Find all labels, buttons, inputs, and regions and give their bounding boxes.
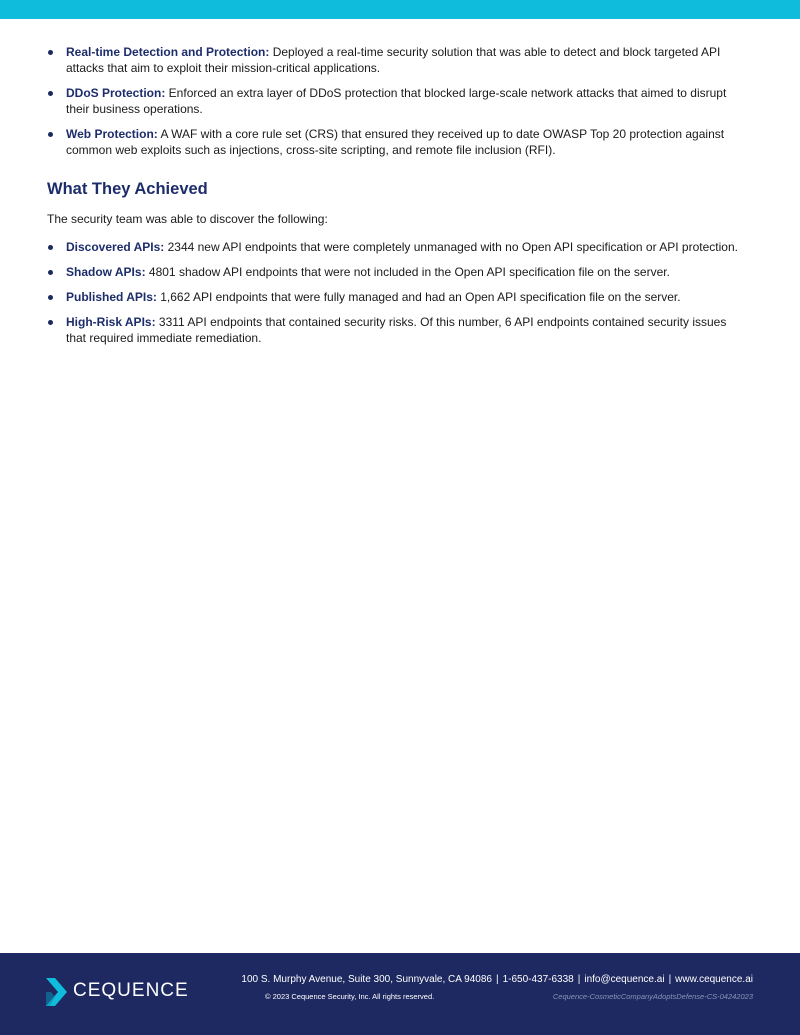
list-item-text: Deployed a real-time security solution that was able to detect and block targeted API attacks that aim to exploit their mission-critical applications.: [66, 45, 721, 75]
footer-separator: |: [668, 974, 672, 985]
section-heading: What They Achieved: [47, 180, 208, 198]
top-accent-bar: [0, 0, 800, 19]
list-item: [47, 44, 747, 76]
list-item-term: High-Risk APIs:: [66, 315, 156, 329]
list-item-text: Enforced an extra layer of DDoS protection that blocked large-scale network attacks that aimed to disrupt their business operations.: [66, 86, 727, 116]
list-item-text: 2344 new API endpoints that were completely unmanaged with no Open API specification or API protection.: [164, 240, 738, 254]
list-item-text: 3311 API endpoints that contained security risks. Of this number, 6 API endpoints contained security issues that required immediate remediation.: [66, 315, 727, 345]
list-item-text: 1,662 API endpoints that were fully managed and had an Open API specification file on the server.: [156, 290, 681, 304]
list-item-text: 4801 shadow API endpoints that were not included in the Open API specification file on the server.: [145, 265, 670, 279]
list-item-term: Shadow APIs:: [66, 265, 146, 279]
footer-document-id: Cequence-CosmeticCompanyAdoptsDefense-CS-04242023: [552, 992, 753, 1001]
cequence-chevron-icon: [46, 978, 68, 1006]
list-item: [47, 289, 747, 305]
footer-phone[interactable]: 1-650-437-6338: [502, 974, 574, 985]
protection-list: [47, 44, 747, 158]
achieved-list: [47, 239, 747, 346]
list-item: [47, 239, 747, 255]
list-item-term: Web Protection:: [66, 127, 158, 141]
footer-copyright: © 2023 Cequence Security, Inc. All rights reserved.: [265, 992, 435, 1001]
logo-wordmark: CEQUENCE: [73, 980, 189, 1001]
footer-separator: |: [577, 974, 581, 985]
list-item: [47, 126, 747, 158]
list-item: [47, 314, 747, 346]
footer-website-link[interactable]: www.cequence.ai: [675, 974, 753, 985]
footer-contact-line: [241, 974, 753, 985]
list-item: [47, 264, 747, 280]
section-intro: The security team was able to discover the following:: [47, 212, 328, 226]
list-item: [47, 85, 747, 117]
footer-email-link[interactable]: info@cequence.ai: [584, 974, 665, 985]
list-item-text: A WAF with a core rule set (CRS) that ensured they received up to date OWASP Top 20 protection against common web exploits such as injections, cross-site scripting, and remote file inclusion (RFI).: [66, 127, 725, 157]
footer-address: 100 S. Murphy Avenue, Suite 300, Sunnyvale, CA 94086: [241, 974, 492, 985]
list-item-term: DDoS Protection:: [66, 86, 166, 100]
main-content: [47, 44, 747, 355]
list-item-term: Real-time Detection and Protection:: [66, 45, 270, 59]
list-item-term: Discovered APIs:: [66, 240, 165, 254]
list-item-term: Published APIs:: [66, 290, 157, 304]
footer-separator: |: [495, 974, 499, 985]
